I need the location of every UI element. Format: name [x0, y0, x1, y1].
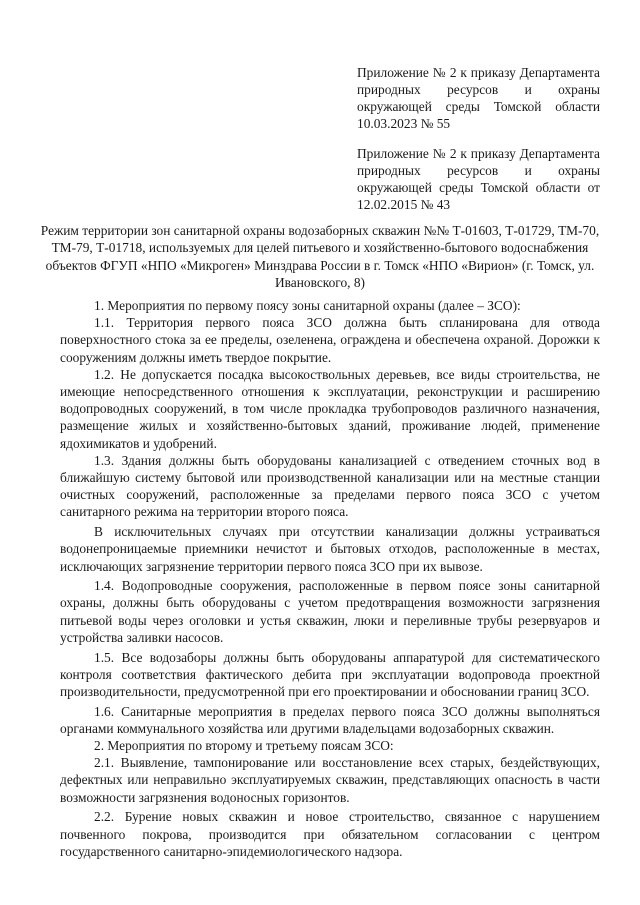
paragraph-2-2: 2.2. Бурение новых скважин и новое строительство, связанное с нарушением почвенного покрова, производится при обязательном согласовании с центром государственного санитарно-эпидемиологического надзора. [60, 809, 600, 859]
appendix-note-2: Приложение № 2 к приказу Департамента природных ресурсов и охраны окружающей среды Томской области от 12.02.2015 № 43 [357, 146, 600, 212]
paragraph-1-6: 1.6. Санитарные мероприятия в пределах первого пояса ЗСО должны выполняться органами коммунального хозяйства или другими владельцами водозаборных скважин. [60, 703, 600, 736]
paragraph-1-5: 1.5. Все водозаборы должны быть оборудованы аппаратурой для систематического контроля соответствия фактического дебита при эксплуатации водопровода проектной производительности, предусмотренной при его проектировании и обосновании границ ЗСО. [60, 649, 600, 699]
section-heading-1: 1. Мероприятия по первому поясу зоны санитарной охраны (далее – ЗСО): [94, 298, 521, 313]
appendix-note-1: Приложение № 2 к приказу Департамента природных ресурсов и охраны окружающей среды Томской области 10.03.2023 № 55 [357, 65, 600, 131]
paragraph-2-1: 2.1. Выявление, тампонирование или восстановление всех старых, бездействующих, дефектных или неправильно эксплуатируемых скважин, представляющих опасность в части возможности загрязнения водоносных горизонтов. [60, 755, 600, 805]
paragraph-1-2: 1.2. Не допускается посадка высокоствольных деревьев, все виды строительства, не имеющие непосредственного отношения к эксплуатации, реконструкции и расширению водопроводных сооружений, в том числе прокладка трубопроводов различного назначения, размещение жилых и хозяйственно-бытовых зданий, проживание людей, применение ядохимикатов и удобрений. [60, 366, 600, 451]
paragraph-1-3-exception: В исключительных случаях при отсутствии канализации должны устраиваться водонепроницаемые приемники нечистот и бытовых отходов, расположенные в местах, исключающих загрязнение территории первого пояса ЗСО при их вывозе. [60, 524, 600, 574]
document-title: Режим территории зон санитарной охраны водозаборных скважин №№ Т-01603, Т-01729, ТМ-70, ТМ-79, Т-01718, используемых для целей питьевого и хозяйственно-бытового водоснабжения объектов ФГУП «НПО «Микроген» Минздрава России в г. Томск «НПО «Вирион» (г. Томск, ул. Ивановского, 8) [40, 223, 600, 290]
paragraph-1-1: 1.1. Территория первого пояса ЗСО должна быть спланирована для отвода поверхностного стока за ее пределы, озеленена, ограждена и обеспечена охраной. Дорожки к сооружениям должны иметь твердое покрытие. [60, 315, 600, 365]
paragraph-1-4: 1.4. Водопроводные сооружения, расположенные в первом поясе зоны санитарной охраны, должны быть оборудованы с учетом предотвращения возможности загрязнения питьевой воды через оголовки и устья скважин, люки и переливные трубы резервуаров и устройства заливки насосов. [60, 578, 600, 645]
paragraph-1-3: 1.3. Здания должны быть оборудованы канализацией с отведением сточных вод в ближайшую систему бытовой или производственной канализации или на местные станции очистных сооружений, расположенные за пределами первого пояса ЗСО с учетом санитарного режима на территории второго пояса. [60, 452, 600, 520]
section-heading-2: 2. Мероприятия по второму и третьему поясам ЗСО: [94, 738, 394, 754]
document-body [60, 297, 600, 860]
